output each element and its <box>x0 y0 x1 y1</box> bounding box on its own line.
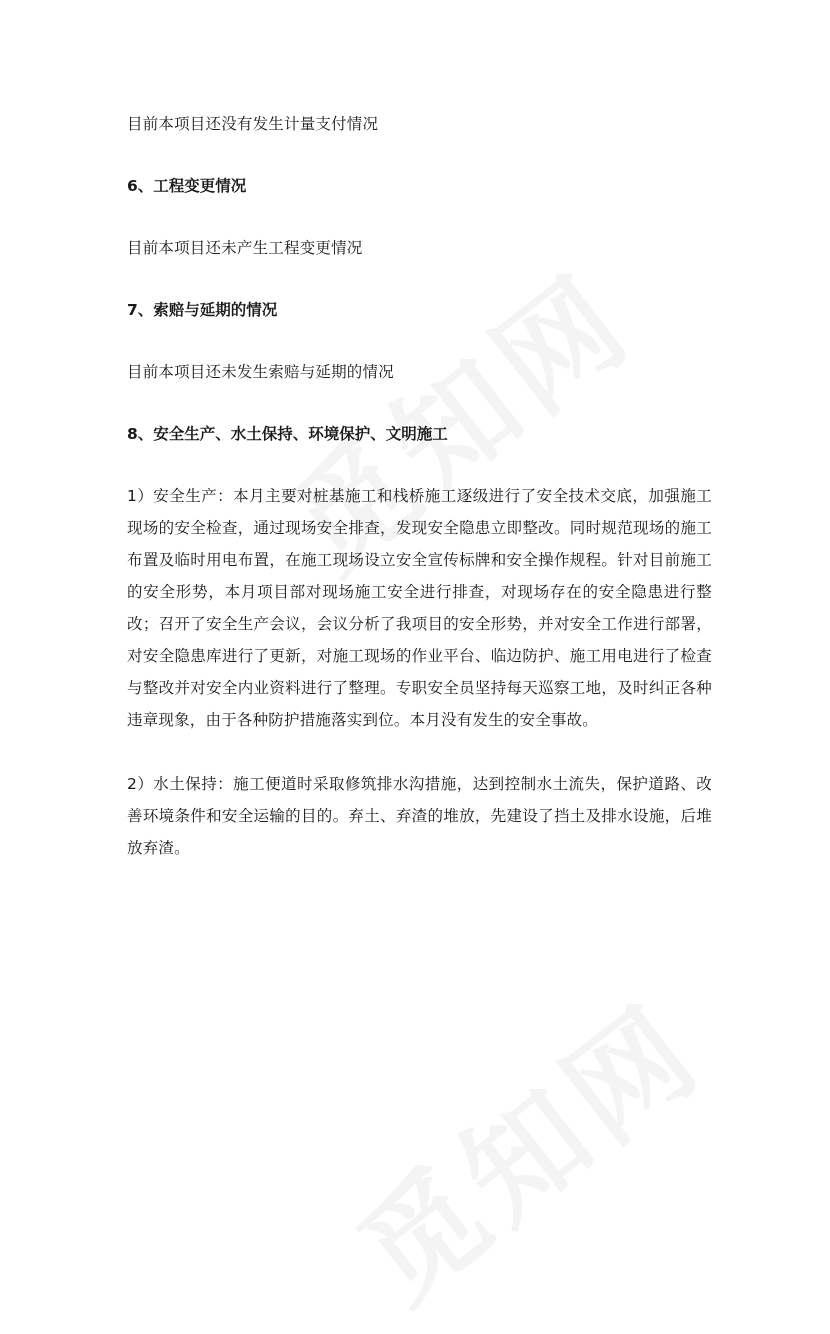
paragraph-soil-water-conservation: 2）水土保持：施工便道时采取修筑排水沟措施，达到控制水土流失，保护道路、改善环境条件和安全运输的目的。弃土、弃渣的堆放，先建设了挡土及排水设施，后堆放弃渣。 <box>127 775 712 857</box>
paragraph-safety-production: 1）安全生产：本月主要对桩基施工和栈桥施工逐级进行了安全技术交底，加强施工现场的安全检查，通过现场安全排查，发现安全隐患立即整改。同时规范现场的施工布置及临时用电布置，在施工现场设立安全宣传标牌和安全操作规程。针对目前施工的安全形势，本月项目部对现场施工安全进行排查，对现场存在的安全隐患进行整改；召开了安全生产会议，会议分析了我项目的安全形势，并对安全工作进行部署，对安全隐患库进行了更新，对施工现场的作业平台、临边防护、施工用电进行了检查与整改并对安全内业资料进行了整理。专职安全员坚持每天巡察工地，及时纠正各种违章现象，由于各种防护措施落实到位。本月没有发生的安全事故。 <box>127 487 712 729</box>
section-heading-6: 6、工程变更情况 <box>127 177 247 195</box>
paragraph-change-status: 目前本项目还未产生工程变更情况 <box>127 239 363 257</box>
watermark <box>318 958 731 1334</box>
paragraph-claims-status: 目前本项目还未发生索赔与延期的情况 <box>127 363 394 381</box>
paragraph-payment-status: 目前本项目还没有发生计量支付情况 <box>127 115 379 133</box>
document-body <box>127 108 712 864</box>
section-heading-7: 7、索赔与延期的情况 <box>127 301 278 319</box>
section-heading-8: 8、安全生产、水土保持、环境保护、文明施工 <box>127 425 448 443</box>
